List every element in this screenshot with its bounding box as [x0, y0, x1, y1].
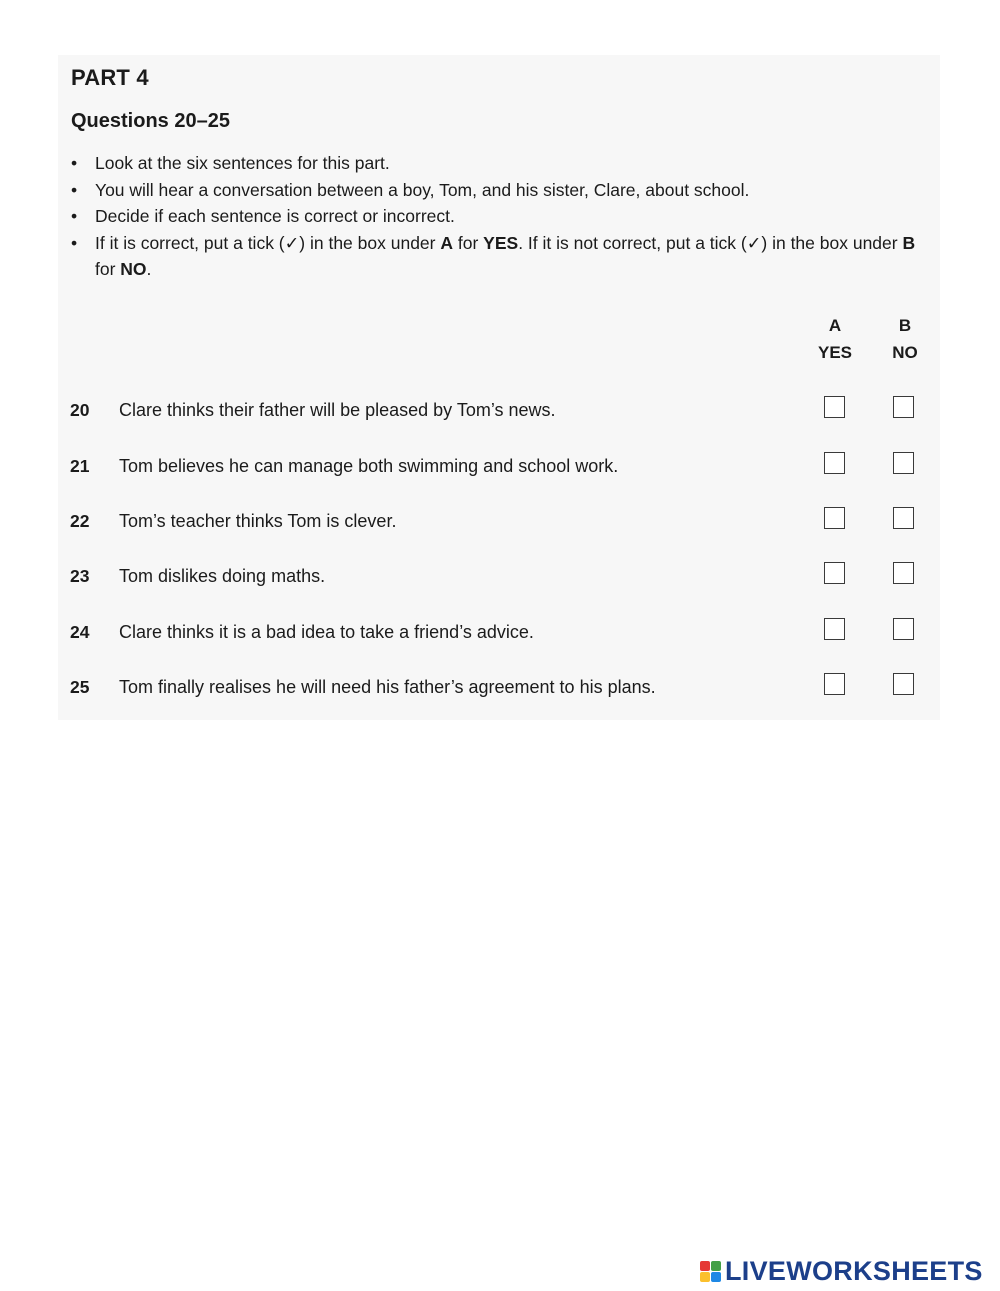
instruction-bold: NO: [120, 259, 147, 279]
no-checkbox[interactable]: [893, 673, 914, 695]
yes-checkbox[interactable]: [824, 618, 845, 640]
question-text: Tom believes he can manage both swimming and school work.: [119, 456, 619, 476]
yes-checkbox[interactable]: [824, 396, 845, 418]
question-text: Tom’s teacher thinks Tom is clever.: [119, 511, 397, 531]
question-row: [70, 671, 930, 703]
no-checkbox[interactable]: [893, 562, 914, 584]
question-number: 22: [70, 511, 90, 531]
bullet: •: [71, 206, 78, 226]
column-header-b: [875, 312, 935, 366]
question-row: [70, 505, 930, 537]
column-header-a: [805, 312, 865, 366]
part-title: PART 4: [71, 65, 149, 90]
questions-title: Questions 20–25: [71, 110, 230, 132]
instruction-text: You will hear a conversation between a boy, Tom, and his sister, Clare, about school.: [95, 179, 750, 200]
bullet: •: [71, 232, 78, 253]
instruction-item: [71, 150, 921, 177]
column-b-letter: B: [898, 316, 912, 335]
question-text: Tom finally realises he will need his father’s agreement to his plans.: [119, 677, 656, 697]
logo-square: [711, 1261, 721, 1271]
yes-checkbox[interactable]: [824, 452, 845, 474]
instruction-bold: B: [902, 232, 916, 253]
question-number: 24: [70, 622, 90, 642]
liveworksheets-logo[interactable]: [700, 1256, 983, 1287]
logo-text: LIVEWORKSHEETS: [725, 1256, 983, 1286]
bullet: •: [71, 179, 78, 200]
logo-square: [700, 1272, 710, 1282]
question-text: Clare thinks it is a bad idea to take a friend’s advice.: [119, 622, 534, 642]
instruction-item: [71, 203, 921, 230]
question-row: [70, 394, 930, 426]
column-a-label: YES: [817, 343, 853, 362]
instruction-bold: A: [440, 232, 453, 253]
question-row: [70, 560, 930, 592]
question-row: [70, 450, 930, 482]
column-a-letter: A: [828, 316, 842, 335]
instruction-text: .: [146, 259, 152, 279]
question-row: [70, 616, 930, 648]
question-number: 20: [70, 400, 90, 420]
instruction-text: Look at the six sentences for this part.: [95, 153, 390, 173]
bullet: •: [71, 153, 78, 173]
logo-square: [700, 1261, 710, 1271]
instruction-item: [71, 177, 921, 204]
instruction-text: . If it is not correct, put a tick (✓) in the box under: [518, 232, 903, 253]
question-number: 25: [70, 677, 90, 697]
instruction-text: for: [453, 232, 484, 253]
logo-icon: [700, 1261, 721, 1282]
no-checkbox[interactable]: [893, 396, 914, 418]
instruction-text: Decide if each sentence is correct or incorrect.: [95, 206, 455, 226]
instruction-text: If it is correct, put a tick (✓) in the box under: [95, 232, 441, 253]
question-text: Clare thinks their father will be pleased by Tom’s news.: [119, 400, 556, 420]
instruction-text: for: [95, 259, 121, 279]
logo-square: [711, 1272, 721, 1282]
no-checkbox[interactable]: [893, 507, 914, 529]
no-checkbox[interactable]: [893, 618, 914, 640]
yes-checkbox[interactable]: [824, 507, 845, 529]
question-number: 21: [70, 456, 90, 476]
no-checkbox[interactable]: [893, 452, 914, 474]
yes-checkbox[interactable]: [824, 562, 845, 584]
yes-checkbox[interactable]: [824, 673, 845, 695]
instruction-bold: YES: [483, 232, 519, 253]
question-number: 23: [70, 566, 90, 586]
instructions-list: [71, 150, 921, 283]
instruction-item: [71, 230, 921, 283]
question-text: Tom dislikes doing maths.: [119, 566, 326, 586]
column-b-label: NO: [892, 343, 918, 362]
